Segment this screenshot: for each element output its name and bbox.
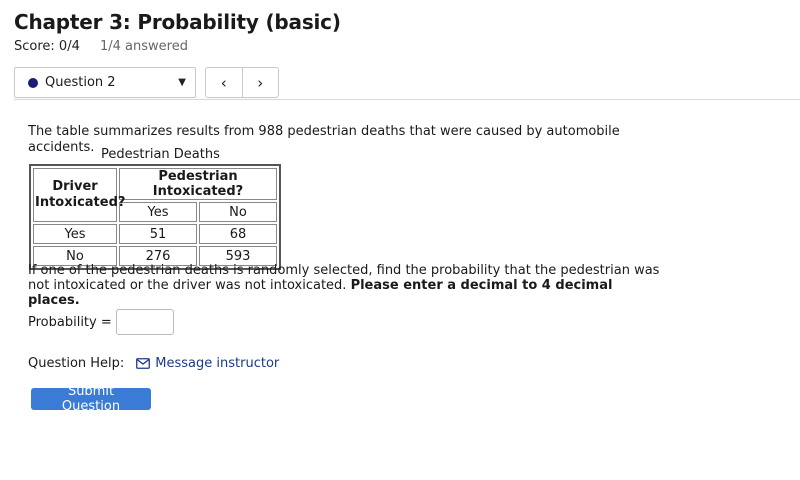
table-cell: 276 — [119, 246, 197, 266]
probability-input[interactable] — [116, 309, 174, 335]
data-table — [29, 164, 281, 270]
table-cell: 51 — [119, 224, 197, 244]
column-header: Pedestrian Intoxicated? — [119, 168, 277, 200]
column-yes-header: Yes — [119, 202, 197, 222]
problem-intro: The table summarizes results from 988 pedestrian deaths that were caused by automobile accidents. — [28, 124, 620, 155]
answered-count: 1/4 answered — [100, 39, 188, 54]
row-header-text: Driver Intoxicated? — [35, 179, 126, 210]
table-cell: 593 — [199, 246, 277, 266]
chevron-down-icon: ▼ — [178, 77, 186, 88]
page-title: Chapter 3: Probability (basic) — [14, 10, 341, 34]
question-body: If one of the pedestrian deaths is randomly selected, find the probability that the pedestrian was not intoxicated or the driver was not intoxicated. — [28, 263, 660, 293]
question-navigation — [14, 67, 800, 100]
message-instructor-link[interactable]: Message instructor — [155, 356, 280, 371]
mail-icon — [136, 358, 150, 369]
score-line — [14, 39, 341, 54]
help-label: Question Help: — [28, 356, 125, 371]
page-header — [14, 10, 341, 54]
table-caption: Pedestrian Deaths — [101, 147, 220, 162]
column-no-header: No — [199, 202, 277, 222]
submit-question-button[interactable]: Submit Question — [31, 388, 151, 410]
row-label: Yes — [33, 224, 117, 244]
question-emphasis: Please enter a decimal to 4 decimal places. — [28, 278, 613, 308]
row-header — [33, 168, 126, 222]
answer-label: Probability = — [28, 314, 112, 330]
table-cell: 68 — [199, 224, 277, 244]
table-row — [33, 224, 277, 244]
row-label: No — [33, 246, 117, 266]
score-text: Score: 0/4 — [14, 39, 80, 54]
previous-question-button[interactable]: ‹ — [220, 73, 227, 92]
divider — [14, 99, 800, 100]
question-selector[interactable] — [14, 67, 196, 98]
question-help — [28, 356, 279, 371]
question-selector-label: Question 2 — [45, 75, 116, 90]
status-dot-icon — [28, 78, 38, 88]
answer-row — [28, 309, 174, 335]
question-text — [28, 263, 668, 308]
question-arrows — [205, 67, 279, 98]
next-question-button[interactable]: › — [242, 68, 279, 97]
